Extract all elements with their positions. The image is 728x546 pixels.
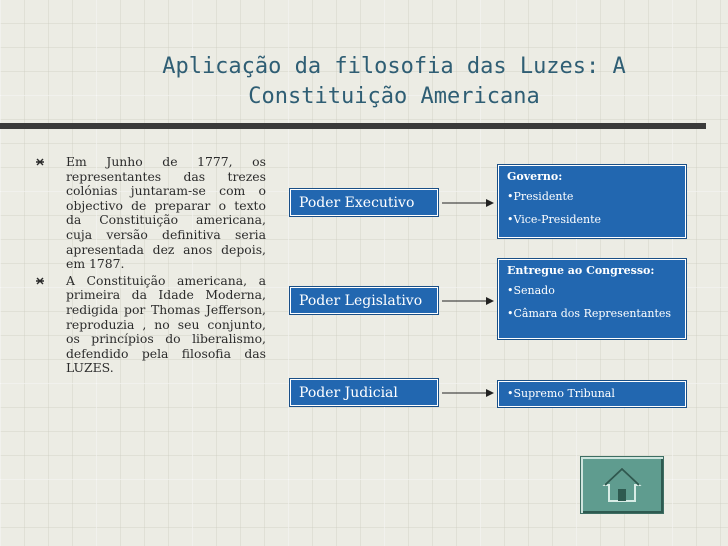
executive-power-box: Poder Executivo [290, 189, 438, 216]
x-bullet-icon [36, 277, 44, 285]
bullet-text: A Constituição americana, a primeira da Idade Moderna, redigida por Thomas Jefferson, reproduzia , no seu conjunto, os princípios do liberalismo, defendido pela filosofia das LUZES. [66, 272, 266, 376]
bullet-item [36, 155, 266, 272]
slide-title: Aplicação da filosofia das Luzes: A Constituição Americana [162, 54, 626, 109]
legislative-info-box [498, 259, 686, 339]
info-heading: Entregue ao Congresso: [507, 264, 655, 277]
judicial-info-box [498, 381, 686, 407]
arrow-icon [442, 198, 496, 208]
arrow-icon [442, 388, 496, 398]
home-icon [602, 465, 642, 505]
bullet-item [36, 274, 266, 376]
home-button[interactable] [580, 456, 664, 514]
bullet-text: Em Junho de 1777, os representantes das trezes colónias juntaram-se com o objectivo de preparar o texto da Constituição americana, cuja versão definitiva seria apresentada dez anos depois, em 1787. [66, 154, 266, 272]
info-heading: Governo: [507, 170, 563, 183]
executive-info-box [498, 165, 686, 238]
legislative-power-box: Poder Legislativo [290, 287, 438, 314]
info-item: •Vice-Presidente [507, 213, 602, 226]
title-divider [0, 123, 706, 129]
info-item: •Câmara dos Representantes [507, 307, 672, 320]
info-item: •Supremo Tribunal [507, 387, 615, 400]
arrow-icon [442, 296, 496, 306]
info-item: •Senado [507, 284, 555, 297]
info-item: •Presidente [507, 190, 574, 203]
bullet-list [36, 155, 266, 378]
x-bullet-icon [36, 158, 44, 166]
judicial-power-box: Poder Judicial [290, 379, 438, 406]
